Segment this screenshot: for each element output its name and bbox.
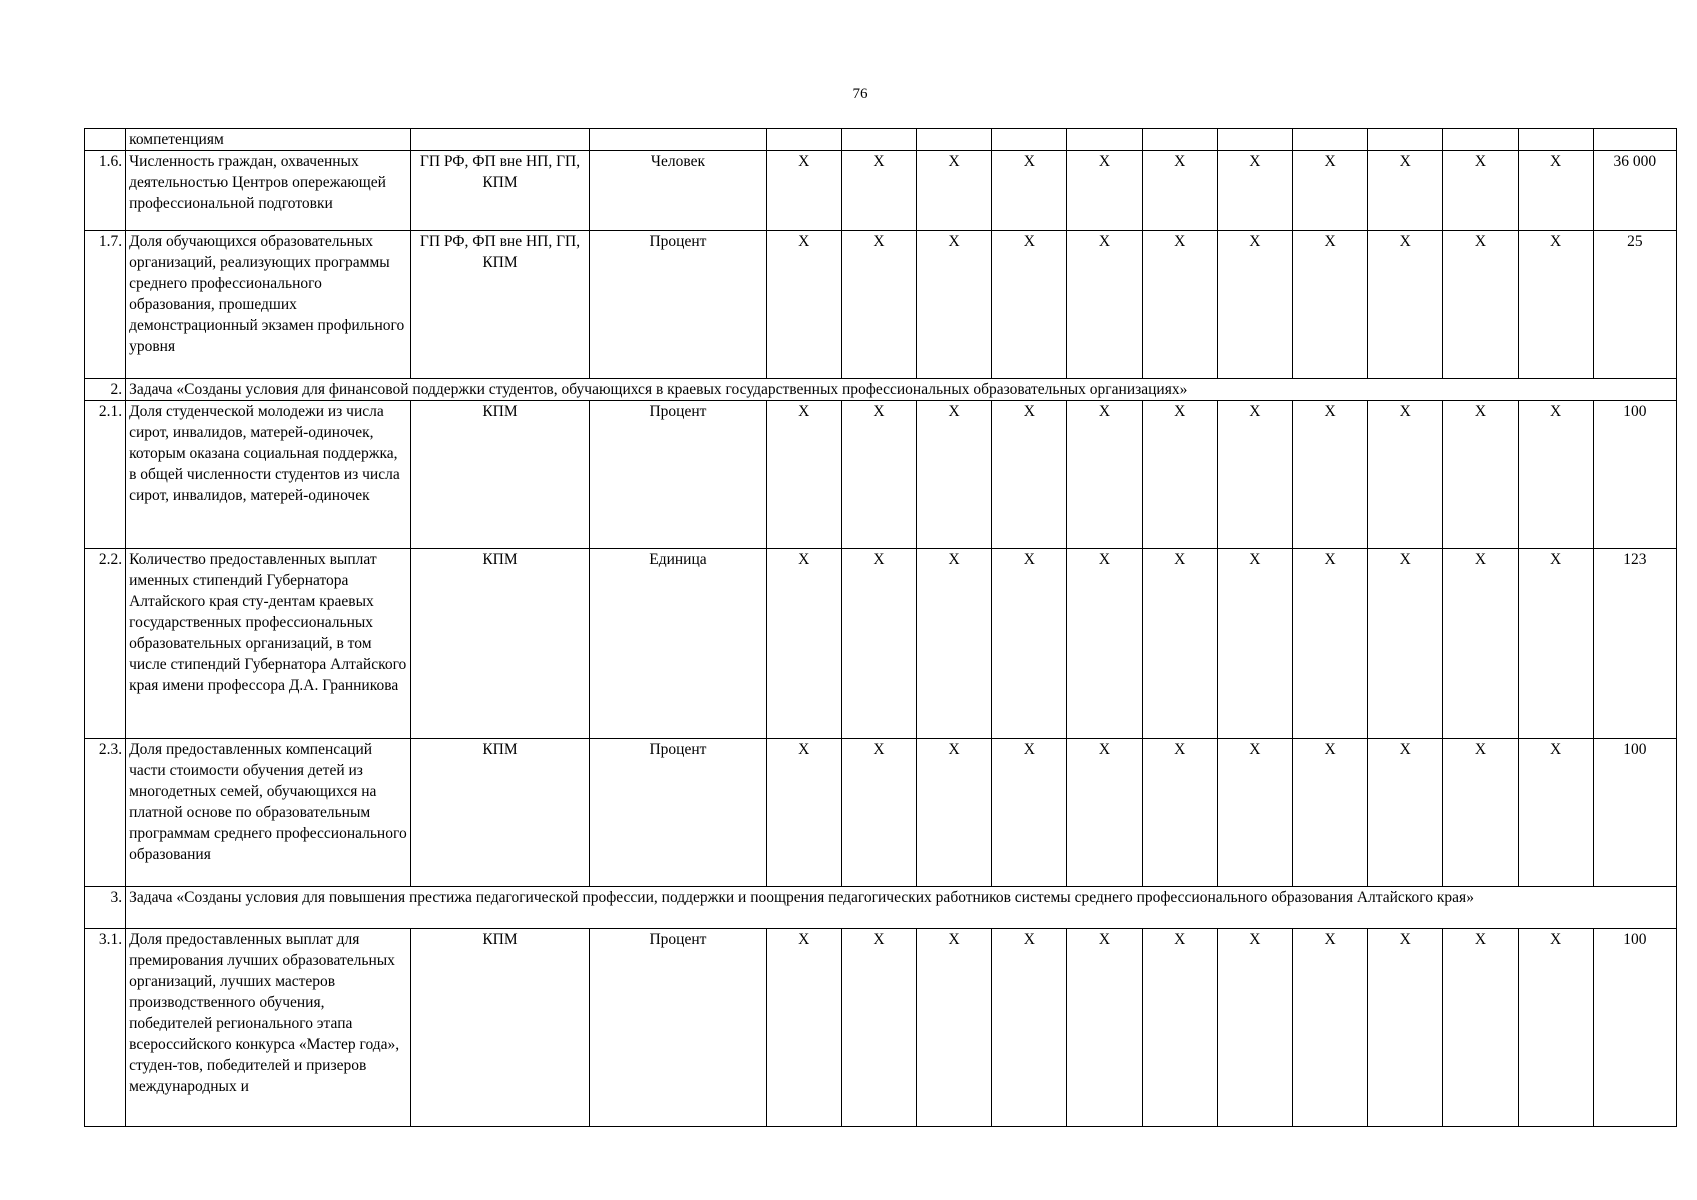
year-value-cell: X [1518, 151, 1593, 231]
source-cell: ГП РФ, ФП вне НП, ГП, КПМ [410, 231, 589, 379]
year-value-cell: X [1368, 739, 1443, 887]
year-value-cell: X [1217, 151, 1292, 231]
page-number: 76 [852, 86, 868, 102]
year-value-cell: X [992, 231, 1067, 379]
year-value-cell: X [1217, 401, 1292, 549]
unit-cell: Единица [590, 549, 766, 739]
table-row [85, 549, 1677, 739]
year-value-cell: X [1368, 231, 1443, 379]
row-number: 3.1. [85, 929, 126, 1127]
year-value-cell: X [1142, 739, 1217, 887]
year-value-cell: X [992, 739, 1067, 887]
year-value-cell: X [992, 401, 1067, 549]
target-value-cell: 25 [1593, 231, 1676, 379]
year-value-cell: X [766, 231, 841, 379]
year-value-cell: X [1217, 929, 1292, 1127]
task-number: 2. [85, 379, 126, 401]
year-value-cell: X [841, 401, 916, 549]
unit-cell: Процент [590, 929, 766, 1127]
year-value-cell: X [1292, 401, 1367, 549]
year-value-cell: X [1292, 549, 1367, 739]
year-value-cell: X [1142, 929, 1217, 1127]
indicator-name: Доля студенческой молодежи из числа сирот, инвалидов, матерей-одиночек, которым оказана социальная поддержка, в общей численности студентов из числа сирот, инвалидов, матерей-одиночек [126, 401, 411, 549]
year-value-cell: X [1443, 929, 1518, 1127]
year-value-cell [766, 129, 841, 151]
year-value-cell: X [1368, 151, 1443, 231]
source-cell: ГП РФ, ФП вне НП, ГП, КПМ [410, 151, 589, 231]
table-row [85, 739, 1677, 887]
year-value-cell [992, 129, 1067, 151]
year-value-cell: X [841, 739, 916, 887]
year-value-cell [841, 129, 916, 151]
row-number: 1.6. [85, 151, 126, 231]
year-value-cell [1142, 129, 1217, 151]
year-value-cell: X [992, 549, 1067, 739]
unit-cell: Процент [590, 401, 766, 549]
year-value-cell: X [1067, 549, 1142, 739]
year-value-cell: X [917, 739, 992, 887]
unit-cell [590, 129, 766, 151]
year-value-cell: X [766, 549, 841, 739]
year-value-cell: X [1217, 739, 1292, 887]
year-value-cell: X [1217, 549, 1292, 739]
target-value-cell: 36 000 [1593, 151, 1676, 231]
year-value-cell [1067, 129, 1142, 151]
year-value-cell: X [1142, 151, 1217, 231]
target-value-cell: 100 [1593, 739, 1676, 887]
table-row-continuation [85, 129, 1677, 151]
year-value-cell: X [1067, 151, 1142, 231]
year-value-cell: X [1142, 231, 1217, 379]
year-value-cell: X [992, 929, 1067, 1127]
row-number: 1.7. [85, 231, 126, 379]
row-number [85, 129, 126, 151]
row-number: 2.1. [85, 401, 126, 549]
task-text: Задача «Созданы условия для повышения престижа педагогической профессии, поддержки и поощрения педагогических работников системы среднего профессионального образования Алтайского края» [126, 887, 1677, 929]
year-value-cell: X [1518, 739, 1593, 887]
year-value-cell: X [1067, 401, 1142, 549]
year-value-cell: X [1518, 401, 1593, 549]
table-row [85, 401, 1677, 549]
year-value-cell: X [1292, 739, 1367, 887]
row-number: 2.3. [85, 739, 126, 887]
indicator-name: компетенциям [126, 129, 411, 151]
year-value-cell: X [917, 151, 992, 231]
unit-cell: Процент [590, 231, 766, 379]
year-value-cell: X [766, 929, 841, 1127]
year-value-cell: X [917, 401, 992, 549]
year-value-cell: X [766, 151, 841, 231]
year-value-cell [1443, 129, 1518, 151]
table-row [85, 231, 1677, 379]
table-body [85, 129, 1677, 1127]
year-value-cell: X [1443, 401, 1518, 549]
indicator-name: Доля предоставленных компенсаций части стоимости обучения детей из многодетных семей, обучающихся на платной основе по образовательным программам среднего профессионального образования [126, 739, 411, 887]
year-value-cell: X [766, 739, 841, 887]
table-row [85, 151, 1677, 231]
year-value-cell: X [992, 151, 1067, 231]
indicator-name: Количество предоставленных выплат именных стипендий Губернатора Алтайского края сту-дентам краевых государственных профессиональных образовательных организаций, в том числе стипендий Губернатора Алтайского края имени профессора Д.А. Гранникова [126, 549, 411, 739]
task-row [85, 379, 1677, 401]
year-value-cell: X [1142, 401, 1217, 549]
year-value-cell [1217, 129, 1292, 151]
task-row [85, 887, 1677, 929]
indicator-name: Доля обучающихся образовательных организаций, реализующих программы среднего профессионального образования, прошедших демонстрационный экзамен профильного уровня [126, 231, 411, 379]
source-cell: КПМ [410, 401, 589, 549]
year-value-cell: X [1518, 929, 1593, 1127]
year-value-cell: X [766, 401, 841, 549]
indicator-name: Доля предоставленных выплат для премирования лучших образовательных организаций, лучших мастеров производственного обучения, победителей регионального этапа всероссийского конкурса «Мастер года», студен-тов, победителей и призеров международных и [126, 929, 411, 1127]
task-number: 3. [85, 887, 126, 929]
year-value-cell: X [841, 929, 916, 1127]
unit-cell: Человек [590, 151, 766, 231]
year-value-cell: X [1067, 739, 1142, 887]
year-value-cell: X [841, 231, 916, 379]
year-value-cell: X [841, 549, 916, 739]
row-number: 2.2. [85, 549, 126, 739]
task-text: Задача «Созданы условия для финансовой поддержки студентов, обучающихся в краевых государственных профессиональных образовательных организациях» [126, 379, 1677, 401]
target-value-cell: 100 [1593, 929, 1676, 1127]
year-value-cell: X [1217, 231, 1292, 379]
year-value-cell: X [1443, 739, 1518, 887]
year-value-cell: X [1142, 549, 1217, 739]
year-value-cell: X [1067, 929, 1142, 1127]
source-cell: КПМ [410, 549, 589, 739]
year-value-cell: X [917, 549, 992, 739]
target-value-cell: 123 [1593, 549, 1676, 739]
year-value-cell: X [1368, 401, 1443, 549]
table-row [85, 929, 1677, 1127]
indicator-name: Численность граждан, охваченных деятельностью Центров опережающей профессиональной подготовки [126, 151, 411, 231]
year-value-cell: X [1292, 929, 1367, 1127]
target-value-cell [1593, 129, 1676, 151]
year-value-cell: X [1443, 549, 1518, 739]
year-value-cell [1368, 129, 1443, 151]
year-value-cell: X [1067, 231, 1142, 379]
year-value-cell [917, 129, 992, 151]
year-value-cell: X [1518, 231, 1593, 379]
year-value-cell: X [1443, 231, 1518, 379]
source-cell: КПМ [410, 739, 589, 887]
year-value-cell: X [1292, 231, 1367, 379]
year-value-cell: X [841, 151, 916, 231]
source-cell: КПМ [410, 929, 589, 1127]
year-value-cell: X [1443, 151, 1518, 231]
year-value-cell: X [1368, 929, 1443, 1127]
source-cell [410, 129, 589, 151]
unit-cell: Процент [590, 739, 766, 887]
indicators-table [84, 128, 1677, 1127]
year-value-cell: X [1368, 549, 1443, 739]
year-value-cell: X [917, 929, 992, 1127]
year-value-cell [1518, 129, 1593, 151]
year-value-cell: X [1292, 151, 1367, 231]
year-value-cell: X [1518, 549, 1593, 739]
target-value-cell: 100 [1593, 401, 1676, 549]
year-value-cell [1292, 129, 1367, 151]
year-value-cell: X [917, 231, 992, 379]
